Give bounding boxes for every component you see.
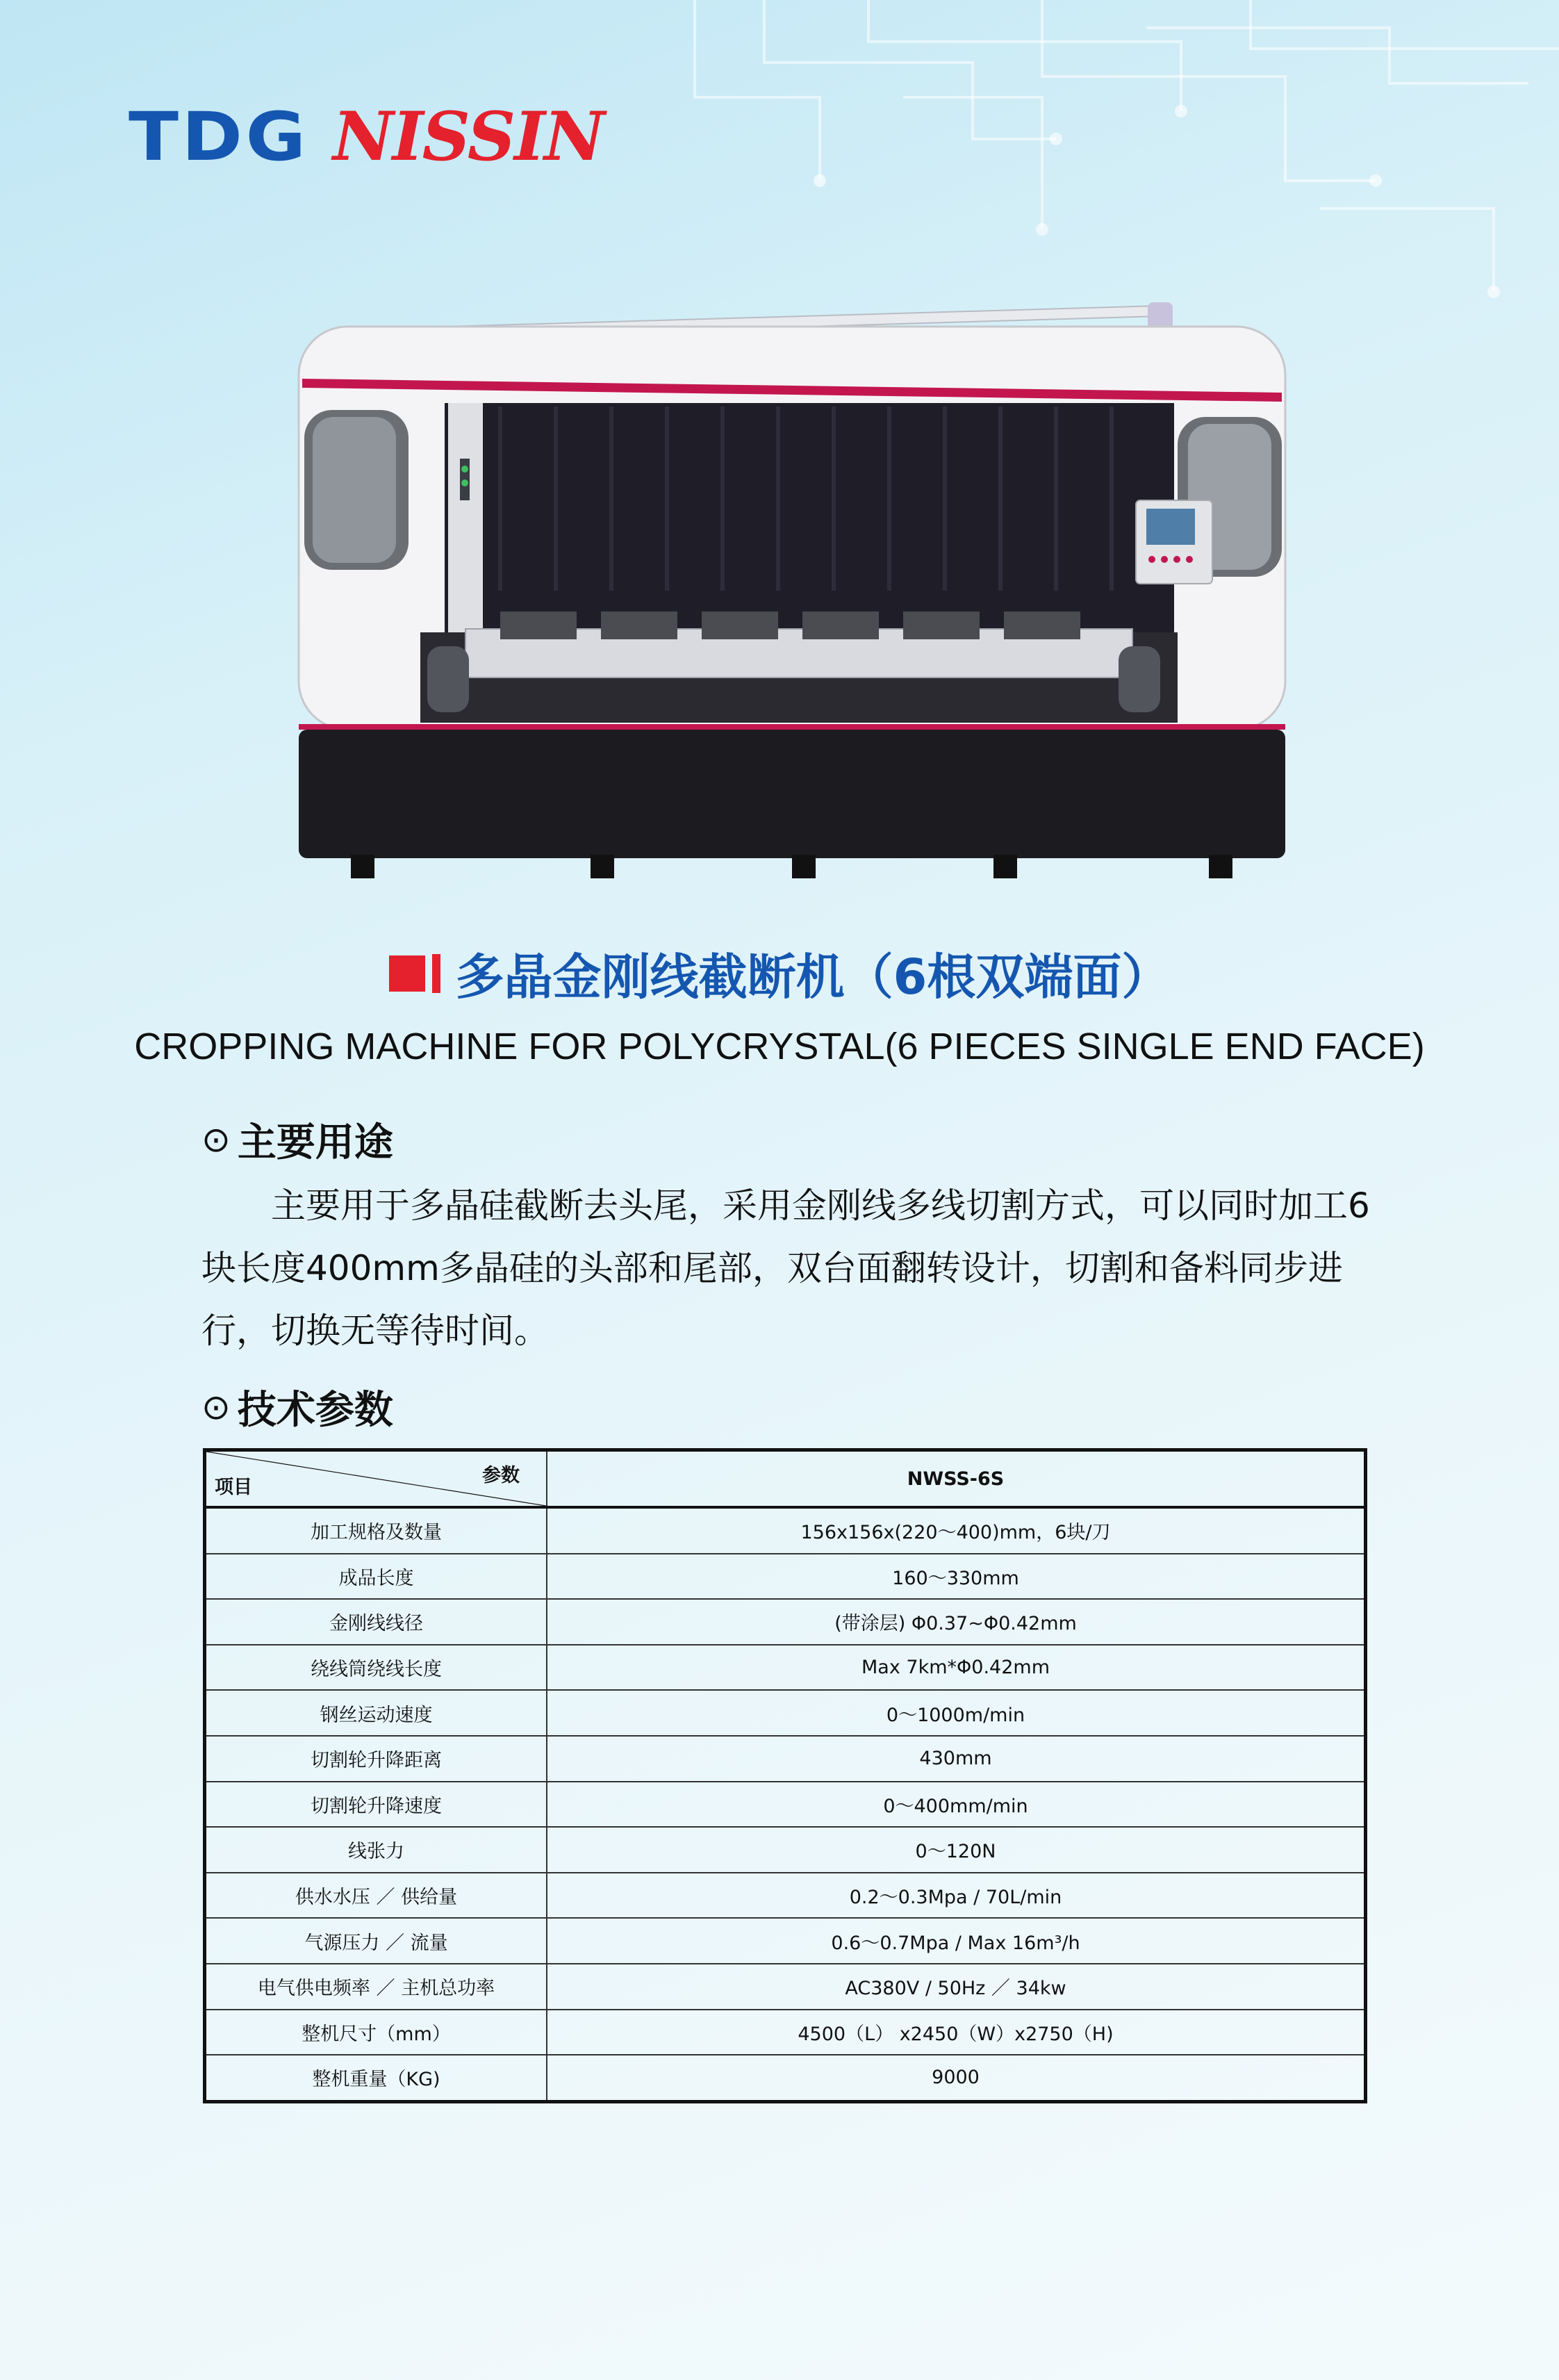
usage-paragraph: 主要用于多晶硅截断去头尾，采用金刚线多线切割方式，可以同时加工6块长度400mm多晶硅的头部和尾部，双台面翻转设计，切割和备料同步进行，切换无等待时间。	[201, 1185, 1370, 1351]
spec-label-cell: 绕线筒绕线长度	[205, 1645, 547, 1691]
spec-label-cell: 电气供电频率 ／ 主机总功率	[205, 1964, 547, 2010]
table-header-row	[205, 1450, 1366, 1508]
usage-heading-text: 主要用途	[237, 1120, 393, 1165]
spec-value-cell: 4500（L） x2450（W）x2750（H)	[547, 2010, 1366, 2055]
spec-value-cell: 160～330mm	[547, 1554, 1366, 1600]
spec-label-cell: 金刚线线径	[205, 1599, 547, 1645]
spec-value-cell: AC380V / 50Hz ／ 34kw	[547, 1964, 1366, 2010]
table-row	[205, 1873, 1366, 1919]
table-row	[205, 1918, 1366, 1964]
table-row	[205, 1827, 1366, 1873]
machine-image	[292, 285, 1292, 889]
table-row	[205, 1599, 1366, 1645]
spec-label-cell: 切割轮升降速度	[205, 1782, 547, 1828]
spec-value-cell: 0.6～0.7Mpa / Max 16m³/h	[547, 1918, 1366, 1964]
circle-dot-icon: ⊙	[201, 1387, 231, 1427]
spec-value-cell: (带涂层) Φ0.37~Φ0.42mm	[547, 1599, 1366, 1645]
spec-label-cell: 切割轮升降距离	[205, 1736, 547, 1782]
table-row	[205, 1645, 1366, 1691]
tdg-logo-text: TDG	[129, 97, 309, 176]
spec-value-cell: 0～1000m/min	[547, 1690, 1366, 1736]
spec-label-cell: 钢丝运动速度	[205, 1690, 547, 1736]
table-row	[205, 2055, 1366, 2101]
spec-value-cell: 0.2～0.3Mpa / 70L/min	[547, 1873, 1366, 1919]
red-block-icon	[389, 954, 440, 993]
table-row	[205, 1507, 1366, 1554]
spec-label-cell: 气源压力 ／ 流量	[205, 1918, 547, 1964]
table-row	[205, 2010, 1366, 2055]
spec-label-cell: 加工规格及数量	[205, 1507, 547, 1554]
spec-label-cell: 整机尺寸（mm）	[205, 2010, 547, 2055]
page-title-cn: 多晶金刚线截断机（6根双端面）	[455, 949, 1171, 1006]
table-row	[205, 1964, 1366, 2010]
spec-value-cell: Max 7km*Φ0.42mm	[547, 1645, 1366, 1691]
spec-label-cell: 成品长度	[205, 1554, 547, 1600]
table-row	[205, 1690, 1366, 1736]
section-heading-usage	[201, 1112, 393, 1167]
spec-value-cell: 0～400mm/min	[547, 1782, 1366, 1828]
spec-label-cell: 供水水压 ／ 供给量	[205, 1873, 547, 1919]
specs-heading-text: 技术参数	[237, 1388, 393, 1433]
spec-label-cell: 整机重量（KG)	[205, 2055, 547, 2101]
header-param-label: 参数	[482, 1465, 520, 1486]
header-model-label: NWSS-6S	[547, 1450, 1366, 1508]
spec-table	[203, 1448, 1367, 2103]
spec-value-cell: 9000	[547, 2055, 1366, 2101]
section-heading-specs	[201, 1379, 393, 1435]
table-row	[205, 1736, 1366, 1782]
diagonal-header-cell	[205, 1450, 547, 1508]
spec-value-cell: 156x156x(220～400)mm，6块/刀	[547, 1507, 1366, 1554]
brand-logo	[129, 97, 604, 176]
table-row	[205, 1554, 1366, 1600]
spec-value-cell: 0～120N	[547, 1827, 1366, 1873]
table-row	[205, 1782, 1366, 1828]
spec-label-cell: 线张力	[205, 1827, 547, 1873]
page-title-en: CROPPING MACHINE FOR POLYCRYSTAL(6 PIECES SINGLE END FACE)	[134, 1026, 1425, 1067]
nissin-logo-text: NISSIN	[332, 97, 604, 176]
spec-value-cell: 430mm	[547, 1736, 1366, 1782]
title-row	[0, 938, 1559, 1008]
circle-dot-icon: ⊙	[201, 1119, 231, 1160]
header-item-label: 项目	[215, 1477, 252, 1498]
